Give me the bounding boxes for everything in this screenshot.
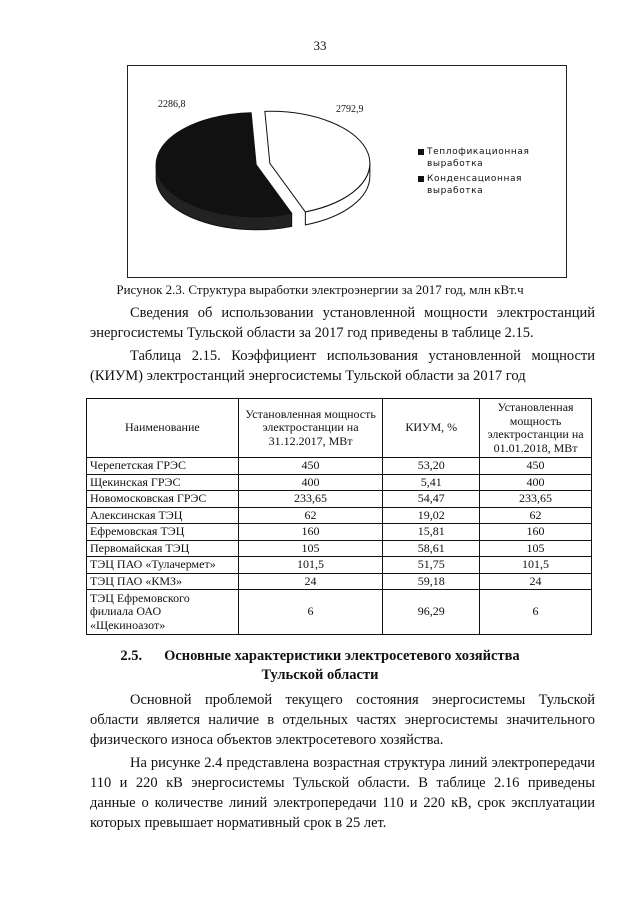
cell-capacity-2018: 101,5 xyxy=(480,557,592,574)
section-title-line2: Тульской области xyxy=(261,667,379,683)
cell-kium: 96,29 xyxy=(383,590,480,635)
cell-name: ТЭЦ ПАО «КМЗ» xyxy=(87,573,239,590)
pie-chart xyxy=(127,65,567,278)
table-row xyxy=(87,540,592,557)
figure-caption: Рисунок 2.3. Структура выработки электроэнергии за 2017 год, млн кВт.ч xyxy=(116,282,524,297)
cell-capacity-2017: 450 xyxy=(238,458,383,475)
section-number: 2.5. xyxy=(120,648,143,664)
legend-item-condensation xyxy=(418,173,542,197)
cell-name: Новомосковская ГРЭС xyxy=(87,491,239,508)
cell-kium: 58,61 xyxy=(383,540,480,557)
table-row xyxy=(87,573,592,590)
table-row xyxy=(87,524,592,541)
page-number: 33 xyxy=(313,38,327,53)
kium-table xyxy=(86,398,592,635)
legend-label-condensation: Конденсационная выработка xyxy=(427,174,523,196)
legend-item-heat xyxy=(418,146,542,170)
table-row xyxy=(87,474,592,491)
header-capacity-2018: Установленная мощность электростанции на 01.01.2018, МВт xyxy=(480,399,592,458)
cell-kium: 19,02 xyxy=(383,507,480,524)
cell-capacity-2017: 62 xyxy=(238,507,383,524)
cell-capacity-2017: 24 xyxy=(238,573,383,590)
cell-kium: 15,81 xyxy=(383,524,480,541)
legend-swatch-icon xyxy=(418,176,424,182)
table-row xyxy=(87,507,592,524)
table-row xyxy=(87,491,592,508)
cell-kium: 5,41 xyxy=(383,474,480,491)
cell-capacity-2018: 400 xyxy=(480,474,592,491)
cell-capacity-2017: 400 xyxy=(238,474,383,491)
legend-swatch-icon xyxy=(418,149,424,155)
paragraph-1: Основной проблемой текущего состояния энергосистемы Тульской области является наличие в отдельных частях энергосистемы значительного физического износа объектов электросетевого хозяйства. xyxy=(90,692,595,748)
table-row xyxy=(87,590,592,635)
cell-name: ТЭЦ ПАО «Тулачермет» xyxy=(87,557,239,574)
cell-name: ТЭЦ Ефремовского филиала ОАО «Щекиноазот» xyxy=(87,590,239,635)
legend-label-heat: Теплофикационная выработка xyxy=(427,147,530,169)
header-kium: КИУМ, % xyxy=(383,399,480,458)
header-capacity-2017: Установленная мощность электростанции на 31.12.2017, МВт xyxy=(238,399,383,458)
cell-capacity-2018: 24 xyxy=(480,573,592,590)
cell-kium: 59,18 xyxy=(383,573,480,590)
cell-capacity-2017: 105 xyxy=(238,540,383,557)
data-label-heat: 2286,8 xyxy=(158,99,186,110)
cell-name: Черепетская ГРЭС xyxy=(87,458,239,475)
cell-kium: 53,20 xyxy=(383,458,480,475)
table-header-row xyxy=(87,399,592,458)
table-title: Таблица 2.15. Коэффициент использования установленной мощности (КИУМ) электростанций энергосистемы Тульской области за 2017 год xyxy=(90,348,595,384)
cell-capacity-2017: 233,65 xyxy=(238,491,383,508)
cell-capacity-2018: 160 xyxy=(480,524,592,541)
cell-name: Щекинская ГРЭС xyxy=(87,474,239,491)
paragraph-2: На рисунке 2.4 представлена возрастная структура линий электропередачи 110 и 220 кВ энергосистемы Тульской области. В таблице 2.16 приведены данные о количестве линий электропередачи 110 и 220 кВ, срок эксплуатации которых превышает нормативный срок в 25 лет. xyxy=(90,755,595,831)
intro-paragraph: Сведения об использовании установленной мощности электростанций энергосистемы Тульской области за 2017 год приведены в таблице 2.15. xyxy=(90,305,595,341)
section-heading xyxy=(0,647,640,685)
section-title-line1: Основные характеристики электросетевого хозяйства xyxy=(164,648,520,664)
cell-kium: 54,47 xyxy=(383,491,480,508)
cell-name: Ефремовская ТЭЦ xyxy=(87,524,239,541)
cell-name: Алексинская ТЭЦ xyxy=(87,507,239,524)
cell-capacity-2018: 62 xyxy=(480,507,592,524)
table-row xyxy=(87,458,592,475)
chart-legend xyxy=(418,146,542,200)
cell-capacity-2017: 6 xyxy=(238,590,383,635)
table-row xyxy=(87,557,592,574)
cell-name: Первомайская ТЭЦ xyxy=(87,540,239,557)
cell-capacity-2018: 233,65 xyxy=(480,491,592,508)
header-name: Наименование xyxy=(87,399,239,458)
cell-kium: 51,75 xyxy=(383,557,480,574)
data-label-condensation: 2792,9 xyxy=(336,104,364,115)
cell-capacity-2018: 105 xyxy=(480,540,592,557)
cell-capacity-2017: 160 xyxy=(238,524,383,541)
cell-capacity-2018: 450 xyxy=(480,458,592,475)
cell-capacity-2018: 6 xyxy=(480,590,592,635)
cell-capacity-2017: 101,5 xyxy=(238,557,383,574)
